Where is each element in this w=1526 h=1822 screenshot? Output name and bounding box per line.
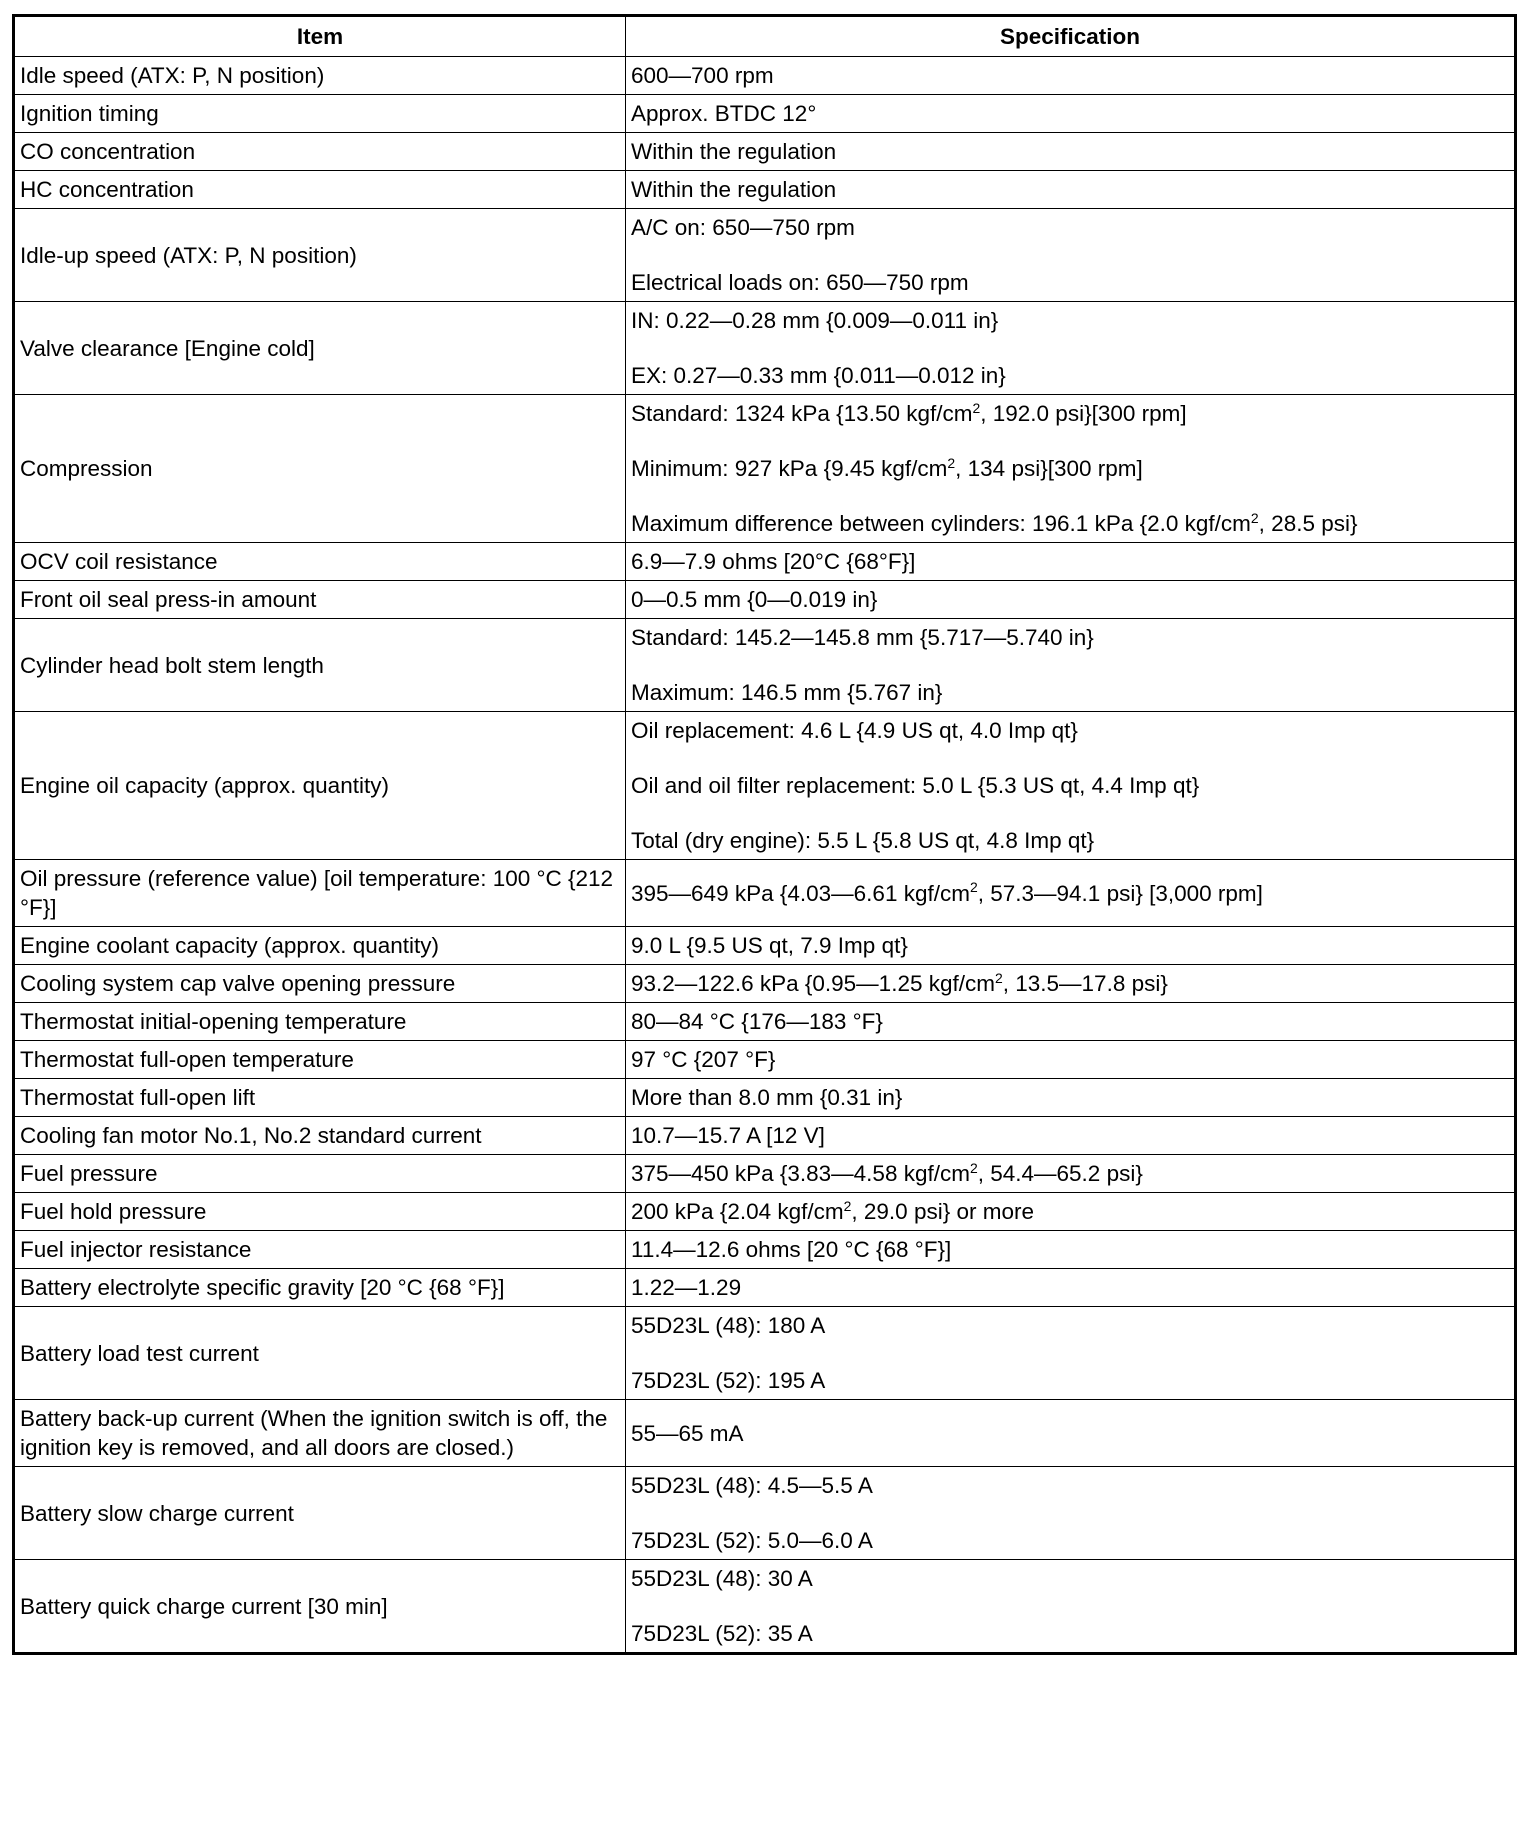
specification-line: 93.2—122.6 kPa {0.95—1.25 kgf/$cm^2$, 13.5—17.8 psi}: [631, 969, 1168, 996]
specification-cell: [626, 133, 1516, 171]
specification-line: 55D23L (48): 30 A: [631, 1566, 813, 1591]
specification-cell: [626, 927, 1516, 965]
table-row: [14, 1307, 1516, 1400]
table-row: [14, 860, 1516, 927]
table-row: [14, 1079, 1516, 1117]
table-row: [14, 395, 1516, 543]
specification-cell: [626, 302, 1516, 395]
specification-line: 97 °C {207 °F}: [631, 1047, 776, 1072]
item-cell: Idle-up speed (ATX: P, N position): [14, 209, 626, 302]
item-cell: Battery back-up current (When the ignition switch is off, the ignition key is removed, and all doors are closed.): [14, 1400, 626, 1467]
table-row: [14, 133, 1516, 171]
specification-line: 11.4—12.6 ohms [20 °C {68 °F}]: [631, 1237, 952, 1262]
specification-cell: [626, 1307, 1516, 1400]
item-cell: Engine oil capacity (approx. quantity): [14, 712, 626, 860]
item-cell: Fuel hold pressure: [14, 1193, 626, 1231]
table-row: [14, 712, 1516, 860]
specification-line: 1.22—1.29: [631, 1275, 742, 1300]
specification-line: Oil replacement: 4.6 L {4.9 US qt, 4.0 Imp qt}: [631, 718, 1078, 743]
specification-line: 200 kPa {2.04 kgf/$cm^2$, 29.0 psi} or more: [631, 1197, 1034, 1224]
item-cell: Fuel pressure: [14, 1155, 626, 1193]
specification-cell: [626, 1400, 1516, 1467]
item-cell: Battery load test current: [14, 1307, 626, 1400]
table-row: [14, 1193, 1516, 1231]
specification-line: 0—0.5 mm {0—0.019 in}: [631, 587, 878, 612]
item-cell: Battery slow charge current: [14, 1467, 626, 1560]
table-row: [14, 581, 1516, 619]
table-row: [14, 965, 1516, 1003]
item-cell: Cylinder head bolt stem length: [14, 619, 626, 712]
item-cell: Cooling fan motor No.1, No.2 standard current: [14, 1117, 626, 1155]
specification-line: 75D23L (52): 35 A: [631, 1621, 813, 1646]
table-row: [14, 1269, 1516, 1307]
specification-line: 375—450 kPa {3.83—4.58 kgf/$cm^2$, 54.4—65.2 psi}: [631, 1159, 1143, 1186]
item-cell: Fuel injector resistance: [14, 1231, 626, 1269]
column-header-item: Item: [14, 16, 626, 57]
table-row: [14, 1155, 1516, 1193]
specification-line: Maximum: 146.5 mm {5.767 in}: [631, 680, 943, 705]
specification-line: 75D23L (52): 5.0—6.0 A: [631, 1528, 873, 1553]
specification-cell: [626, 712, 1516, 860]
table-row: [14, 543, 1516, 581]
table-row: [14, 209, 1516, 302]
table-row: [14, 619, 1516, 712]
item-cell: Thermostat full-open temperature: [14, 1041, 626, 1079]
item-cell: Ignition timing: [14, 95, 626, 133]
table-row: [14, 302, 1516, 395]
specification-cell: [626, 965, 1516, 1003]
specification-cell: [626, 1117, 1516, 1155]
specification-line: Standard: 1324 kPa {13.50 kgf/$cm^2$, 192.0 psi}[300 rpm]: [631, 399, 1187, 426]
specification-cell: [626, 95, 1516, 133]
specification-line: A/C on: 650—750 rpm: [631, 215, 855, 240]
item-cell: Compression: [14, 395, 626, 543]
item-cell: Front oil seal press-in amount: [14, 581, 626, 619]
specification-line: 600—700 rpm: [631, 63, 774, 88]
specification-cell: [626, 1560, 1516, 1654]
item-cell: Cooling system cap valve opening pressure: [14, 965, 626, 1003]
item-cell: OCV coil resistance: [14, 543, 626, 581]
specification-line: 6.9—7.9 ohms [20°C {68°F}]: [631, 549, 916, 574]
table-row: [14, 1467, 1516, 1560]
specification-line: More than 8.0 mm {0.31 in}: [631, 1085, 903, 1110]
specification-line: Oil and oil filter replacement: 5.0 L {5.3 US qt, 4.4 Imp qt}: [631, 773, 1200, 798]
specification-cell: [626, 581, 1516, 619]
specification-line: Within the regulation: [631, 139, 837, 164]
item-cell: Oil pressure (reference value) [oil temperature: 100 °C {212 °F}]: [14, 860, 626, 927]
specification-line: 80—84 °C {176—183 °F}: [631, 1009, 883, 1034]
item-cell: Engine coolant capacity (approx. quantity): [14, 927, 626, 965]
specification-line: Within the regulation: [631, 177, 837, 202]
specification-line: 10.7—15.7 A [12 V]: [631, 1123, 825, 1148]
specification-line: Minimum: 927 kPa {9.45 kgf/$cm^2$, 134 psi}[300 rpm]: [631, 454, 1143, 481]
specification-cell: [626, 1193, 1516, 1231]
column-header-specification: Specification: [626, 16, 1516, 57]
item-cell: Thermostat initial-opening temperature: [14, 1003, 626, 1041]
specification-cell: [626, 619, 1516, 712]
item-cell: Battery quick charge current [30 min]: [14, 1560, 626, 1654]
specification-line: 9.0 L {9.5 US qt, 7.9 Imp qt}: [631, 933, 908, 958]
item-cell: Battery electrolyte specific gravity [20 °C {68 °F}]: [14, 1269, 626, 1307]
specification-line: Total (dry engine): 5.5 L {5.8 US qt, 4.8 Imp qt}: [631, 828, 1095, 853]
specification-line: Standard: 145.2—145.8 mm {5.717—5.740 in}: [631, 625, 1094, 650]
table-row: [14, 171, 1516, 209]
specification-cell: [626, 171, 1516, 209]
specification-line: 55D23L (48): 4.5—5.5 A: [631, 1473, 873, 1498]
specification-cell: [626, 1003, 1516, 1041]
specification-line: 55D23L (48): 180 A: [631, 1313, 826, 1338]
table-row: [14, 927, 1516, 965]
item-cell: HC concentration: [14, 171, 626, 209]
specification-cell: [626, 1155, 1516, 1193]
table-row: [14, 1400, 1516, 1467]
specification-line: 55—65 mA: [631, 1420, 744, 1446]
specification-cell: [626, 1231, 1516, 1269]
specification-cell: [626, 1269, 1516, 1307]
table-row: [14, 1117, 1516, 1155]
table-body: [14, 57, 1516, 1654]
specification-line: Approx. BTDC 12°: [631, 101, 817, 126]
spec-table: [12, 14, 1517, 1655]
specification-line: EX: 0.27—0.33 mm {0.011—0.012 in}: [631, 363, 1006, 388]
specification-cell: [626, 1041, 1516, 1079]
table-row: [14, 95, 1516, 133]
specification-cell: [626, 1079, 1516, 1117]
specification-cell: [626, 543, 1516, 581]
table-row: [14, 57, 1516, 95]
specification-line: Maximum difference between cylinders: 196.1 kPa {2.0 kgf/$cm^2$, 28.5 psi}: [631, 509, 1358, 536]
table-row: [14, 1560, 1516, 1654]
specification-line: Electrical loads on: 650—750 rpm: [631, 270, 969, 295]
specification-cell: [626, 209, 1516, 302]
specification-cell: [626, 395, 1516, 543]
specification-line: IN: 0.22—0.28 mm {0.009—0.011 in}: [631, 308, 999, 333]
item-cell: Valve clearance [Engine cold]: [14, 302, 626, 395]
table-row: [14, 1041, 1516, 1079]
specification-cell: [626, 860, 1516, 927]
item-cell: Idle speed (ATX: P, N position): [14, 57, 626, 95]
specification-line: 75D23L (52): 195 A: [631, 1368, 826, 1393]
table-row: [14, 1003, 1516, 1041]
table-row: [14, 1231, 1516, 1269]
item-cell: Thermostat full-open lift: [14, 1079, 626, 1117]
specification-cell: [626, 57, 1516, 95]
specification-line: 395—649 kPa {4.03—6.61 kgf/$cm^2$, 57.3—94.1 psi} [3,000 rpm]: [631, 879, 1263, 906]
table-header-row: [14, 16, 1516, 57]
specification-cell: [626, 1467, 1516, 1560]
item-cell: CO concentration: [14, 133, 626, 171]
